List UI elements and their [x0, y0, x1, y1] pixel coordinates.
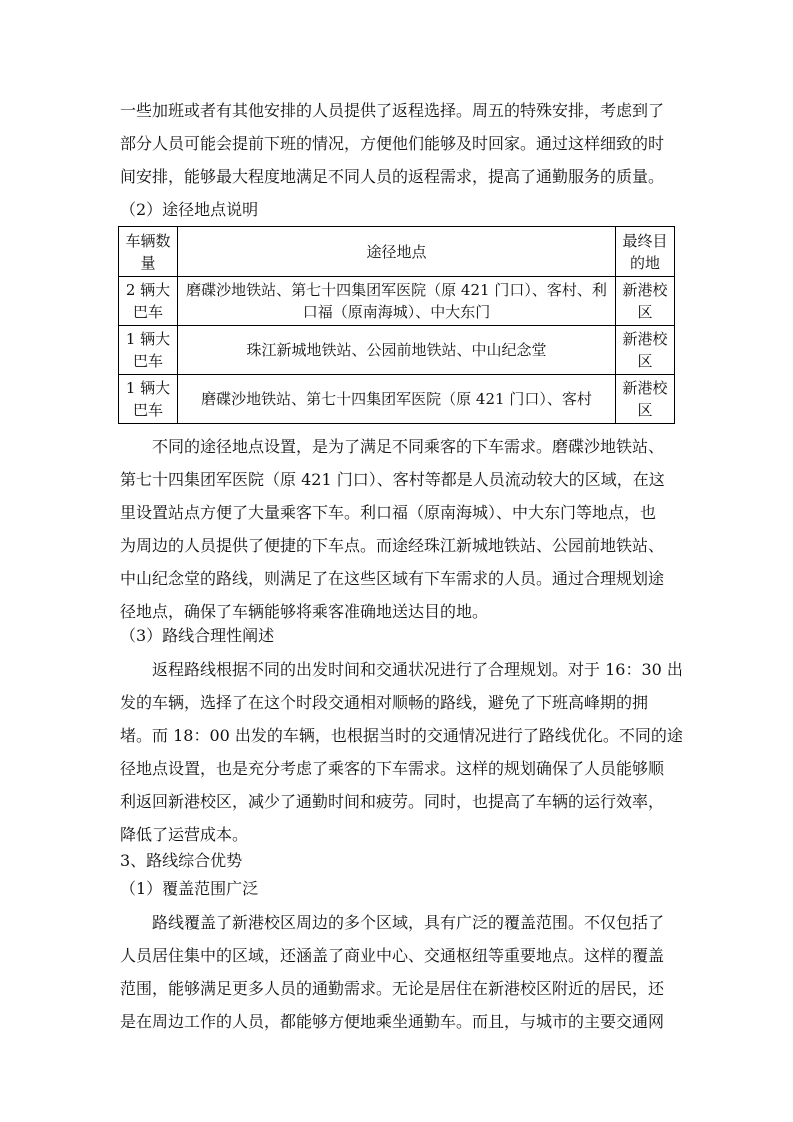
cell-route-points: 珠江新城地铁站、公园前地铁站、中山纪念堂	[178, 326, 616, 375]
heading-section-3: 3、路线综合优势	[120, 851, 243, 870]
heading-route-points: （2）途径地点说明	[120, 200, 259, 219]
paragraph-coverage	[120, 906, 680, 1038]
heading-route-rationality: （3）路线合理性阐述	[120, 626, 275, 645]
text-line: 是在周边工作的人员，都能够方便地乘坐通勤车。而且，与城市的主要交通网	[120, 1012, 665, 1031]
cell-vehicle-count: 2 辆大巴车	[119, 277, 178, 326]
cell-route-points: 磨碟沙地铁站、第七十四集团军医院（原 421 门口）、客村	[178, 375, 616, 424]
cell-vehicle-count: 1 辆大巴车	[119, 375, 178, 424]
text-line: 径地点，确保了车辆能够将乘客准确地送达目的地。	[120, 602, 489, 621]
text-line: 范围，能够满足更多人员的通勤需求。无论是居住在新港校区附近的居民，还	[120, 979, 665, 998]
text-line: 路线覆盖了新港校区周边的多个区域，具有广泛的覆盖范围。不仅包括了	[152, 913, 665, 932]
text-line: 第七十四集团军医院（原 421 门口）、客村等都是人员流动较大的区域，在这	[120, 470, 665, 489]
cell-destination: 新港校区	[616, 277, 675, 326]
text-line: 返程路线根据不同的出发时间和交通状况进行了合理规划。对于 16：30 出	[152, 660, 683, 679]
text-line: 部分人员可能会提前下班的情况，方便他们能够及时回家。通过这样细致的时	[120, 134, 665, 153]
table-header-row	[119, 227, 675, 277]
header-destination: 最终目的地	[616, 227, 675, 277]
table-row	[119, 277, 675, 326]
text-line: 里设置站点方便了大量乘客下车。利口福（原南海城）、中大东门等地点，也	[120, 503, 657, 522]
paragraph-route-rationality	[120, 653, 683, 851]
heading-coverage: （1）覆盖范围广泛	[120, 879, 259, 898]
cell-destination: 新港校区	[616, 375, 675, 424]
text-line: 径地点设置，也是充分考虑了乘客的下车需求。这样的规划确保了人员能够顺	[120, 759, 665, 778]
text-line: 利返回新港校区，减少了通勤时间和疲劳。同时，也提高了车辆的运行效率，	[120, 792, 665, 811]
text-line: 间安排，能够最大程度地满足不同人员的返程需求，提高了通勤服务的质量。	[120, 167, 665, 186]
table-row	[119, 326, 675, 375]
route-table	[118, 226, 675, 424]
cell-route-points: 磨碟沙地铁站、第七十四集团军医院（原 421 门口）、客村、利口福（原南海城）、中大东门	[178, 277, 616, 326]
text-line: 人员居住集中的区域，还涵盖了商业中心、交通枢纽等重要地点。这样的覆盖	[120, 946, 665, 965]
header-route-points: 途径地点	[178, 227, 616, 277]
header-vehicle-count: 车辆数量	[119, 227, 178, 277]
cell-destination: 新港校区	[616, 326, 675, 375]
text-line: 中山纪念堂的路线，则满足了在这些区域有下车需求的人员。通过合理规划途	[120, 569, 665, 588]
text-line: 为周边的人员提供了便捷的下车点。而途经珠江新城地铁站、公园前地铁站、	[120, 536, 665, 555]
cell-vehicle-count: 1 辆大巴车	[119, 326, 178, 375]
text-line: 一些加班或者有其他安排的人员提供了返程选择。周五的特殊安排，考虑到了	[120, 101, 665, 120]
text-line: 发的车辆，选择了在这个时段交通相对顺畅的路线，避免了下班高峰期的拥	[120, 693, 649, 712]
text-line: 降低了运营成本。	[120, 825, 249, 844]
table-row	[119, 375, 675, 424]
paragraph-route-explanation	[120, 430, 680, 628]
text-line: 不同的途径地点设置，是为了满足不同乘客的下车需求。磨碟沙地铁站、	[152, 437, 665, 456]
text-line: 堵。而 18：00 出发的车辆，也根据当时的交通情况进行了路线优化。不同的途	[120, 726, 683, 745]
paragraph-return-options	[120, 94, 680, 193]
